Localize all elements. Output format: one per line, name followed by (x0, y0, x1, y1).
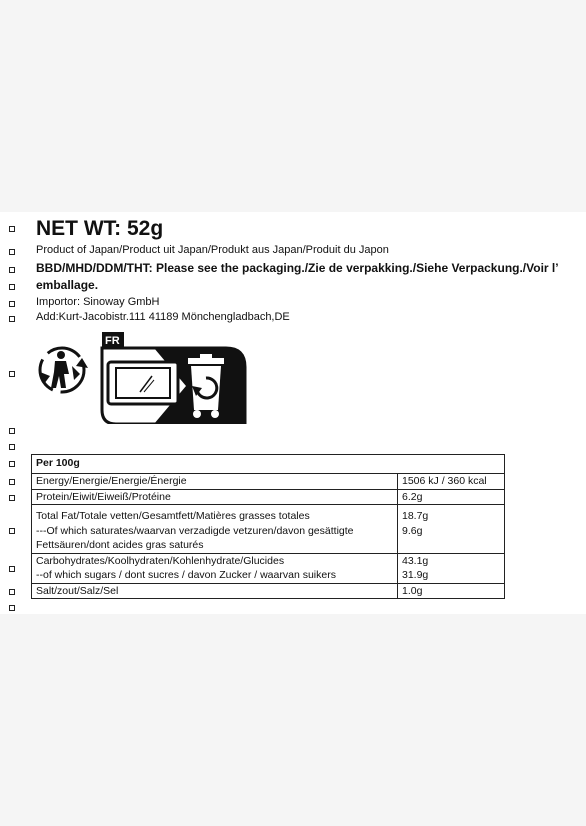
nutrient-value: 43.1g (402, 554, 429, 567)
list-bullet (9, 461, 15, 467)
table-row (32, 474, 505, 490)
address-text: Add:Kurt-Jacobistr.111 41189 Mönchengladbach,DE (36, 311, 290, 323)
triman-icon (40, 348, 88, 392)
list-bullet (9, 284, 15, 290)
nutrient-value: 18.7g (402, 510, 429, 522)
bbd-text-line1: BBD/MHD/DDM/THT: Please see the packaging./Zie de verpakking./Siehe Verpackung./Voir l’ (36, 261, 559, 275)
nutrient-value: 6.2g (402, 490, 423, 503)
nutrient-label: Salt/zout/Salz/Sel (36, 584, 119, 597)
table-header-row (32, 455, 505, 474)
list-bullet (9, 371, 15, 377)
table-row (32, 505, 505, 554)
per-100g-header: Per 100g (32, 455, 505, 474)
list-bullet (9, 316, 15, 322)
bbd-text-line2: emballage. (36, 278, 99, 292)
label-page (0, 212, 586, 614)
list-bullet (9, 495, 15, 501)
list-bullet (9, 479, 15, 485)
nutrient-label: ---Of which saturates/waarvan verzadigde vetzuren/davon gesättigte (36, 524, 354, 537)
list-bullet (9, 528, 15, 534)
list-bullet (9, 566, 15, 572)
nutrient-label: Total Fat/Totale vetten/Gesamtfett/Matières grasses totales (36, 510, 310, 522)
nutrient-label: Energy/Energie/Energie/Énergie (36, 475, 187, 487)
list-bullet (9, 589, 15, 595)
table-row (32, 489, 505, 505)
nutrition-table (31, 454, 505, 599)
recycling-info-logo (36, 328, 256, 424)
list-bullet (9, 267, 15, 273)
origin-text: Product of Japan/Product uit Japan/Produkt aus Japan/Produit du Japon (36, 244, 389, 256)
table-row (32, 583, 505, 599)
list-bullet (9, 428, 15, 434)
list-bullet (9, 226, 15, 232)
nutrient-label: Fettsäuren/dont acides gras saturés (36, 539, 204, 551)
list-bullet (9, 605, 15, 611)
list-bullet (9, 301, 15, 307)
list-bullet (9, 444, 15, 450)
table-row (32, 553, 505, 583)
nutrient-value: 9.6g (402, 524, 423, 537)
nutrient-value: 31.9g (402, 569, 429, 581)
nutrient-label: Protein/Eiwit/Eiweiß/Protéine (36, 490, 171, 503)
net-weight: NET WT: 52g (36, 217, 164, 240)
importer-text: Importor: Sinoway GmbH (36, 296, 160, 308)
nutrient-label: Carbohydrates/Koolhydraten/Kohlenhydrate/Glucides (36, 554, 285, 567)
wrapper-icon (108, 362, 178, 404)
triman-fr-label: FR (105, 335, 120, 347)
nutrient-value: 1506 kJ / 360 kcal (402, 475, 487, 487)
nutrient-value: 1.0g (402, 584, 423, 597)
list-bullet (9, 249, 15, 255)
nutrient-label: --of which sugars / dont sucres / davon Zucker / waarvan suikers (36, 569, 336, 581)
